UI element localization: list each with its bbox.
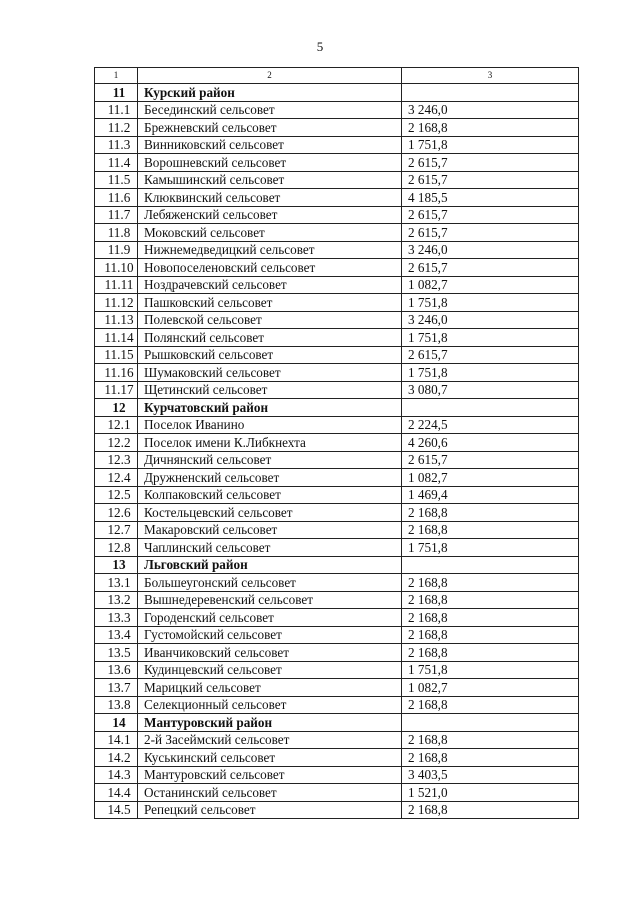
row-value: 2 615,7 bbox=[402, 206, 579, 224]
row-number: 12.4 bbox=[95, 469, 138, 487]
row-number: 11.13 bbox=[95, 311, 138, 329]
table-row bbox=[95, 171, 579, 189]
municipality-name: Нижнемедведицкий сельсовет bbox=[138, 241, 402, 259]
row-number: 11.15 bbox=[95, 346, 138, 364]
row-number: 14.1 bbox=[95, 731, 138, 749]
section-title: Льговский район bbox=[138, 556, 402, 574]
row-number: 13.1 bbox=[95, 574, 138, 592]
municipality-name: Густомойский сельсовет bbox=[138, 626, 402, 644]
table-row bbox=[95, 469, 579, 487]
table-row bbox=[95, 364, 579, 382]
row-value: 2 168,8 bbox=[402, 574, 579, 592]
row-number: 11.11 bbox=[95, 276, 138, 294]
row-number: 12.6 bbox=[95, 504, 138, 522]
table-row bbox=[95, 539, 579, 557]
row-value: 2 168,8 bbox=[402, 644, 579, 662]
row-number: 12.1 bbox=[95, 416, 138, 434]
table-row bbox=[95, 644, 579, 662]
table-row bbox=[95, 346, 579, 364]
section-row bbox=[95, 399, 579, 417]
municipality-name: Иванчиковский сельсовет bbox=[138, 644, 402, 662]
municipality-name: Большеугонский сельсовет bbox=[138, 574, 402, 592]
row-value: 2 615,7 bbox=[402, 259, 579, 277]
row-value: 2 168,8 bbox=[402, 609, 579, 627]
page-number: 5 bbox=[316, 39, 324, 54]
municipality-name: Репецкий сельсовет bbox=[138, 801, 402, 819]
row-value: 4 260,6 bbox=[402, 434, 579, 452]
row-value: 3 080,7 bbox=[402, 381, 579, 399]
row-number: 13.6 bbox=[95, 661, 138, 679]
municipality-name: Городенский сельсовет bbox=[138, 609, 402, 627]
table-row bbox=[95, 626, 579, 644]
table-row bbox=[95, 259, 579, 277]
row-value: 2 168,8 bbox=[402, 591, 579, 609]
row-number: 12.7 bbox=[95, 521, 138, 539]
row-number: 11.6 bbox=[95, 189, 138, 207]
municipality-name: Марицкий сельсовет bbox=[138, 679, 402, 697]
row-number: 11.7 bbox=[95, 206, 138, 224]
municipality-name: Винниковский сельсовет bbox=[138, 136, 402, 154]
municipality-name: Щетинский сельсовет bbox=[138, 381, 402, 399]
municipality-name: Вышнедеревенский сельсовет bbox=[138, 591, 402, 609]
municipality-name: Дичнянский сельсовет bbox=[138, 451, 402, 469]
row-value: 2 615,7 bbox=[402, 154, 579, 172]
municipality-name: Лебяженский сельсовет bbox=[138, 206, 402, 224]
table-row bbox=[95, 591, 579, 609]
table-row bbox=[95, 801, 579, 819]
row-value: 4 185,5 bbox=[402, 189, 579, 207]
column-header-3: 3 bbox=[402, 68, 579, 84]
row-number: 13.4 bbox=[95, 626, 138, 644]
municipality-name: Поселок Иванино bbox=[138, 416, 402, 434]
row-value: 3 246,0 bbox=[402, 241, 579, 259]
row-number: 12.2 bbox=[95, 434, 138, 452]
row-number: 11.8 bbox=[95, 224, 138, 242]
row-number: 14.4 bbox=[95, 784, 138, 802]
section-value-cell bbox=[402, 399, 579, 417]
row-value: 1 469,4 bbox=[402, 486, 579, 504]
municipality-name: 2-й Засеймский сельсовет bbox=[138, 731, 402, 749]
table-row bbox=[95, 434, 579, 452]
table-row bbox=[95, 731, 579, 749]
table-row bbox=[95, 101, 579, 119]
municipality-name: Мантуровский сельсовет bbox=[138, 766, 402, 784]
row-value: 1 082,7 bbox=[402, 469, 579, 487]
municipality-name: Брежневский сельсовет bbox=[138, 119, 402, 137]
row-number: 11.12 bbox=[95, 294, 138, 312]
municipality-name: Новопоселеновский сельсовет bbox=[138, 259, 402, 277]
table-row bbox=[95, 206, 579, 224]
row-number: 13.8 bbox=[95, 696, 138, 714]
section-title: Курчатовский район bbox=[138, 399, 402, 417]
municipality-name: Камышинский сельсовет bbox=[138, 171, 402, 189]
municipality-name: Останинский сельсовет bbox=[138, 784, 402, 802]
allocation-table bbox=[94, 67, 579, 819]
table-row bbox=[95, 486, 579, 504]
row-value: 2 168,8 bbox=[402, 749, 579, 767]
municipality-name: Кудинцевский сельсовет bbox=[138, 661, 402, 679]
row-number: 11.4 bbox=[95, 154, 138, 172]
row-number: 11.2 bbox=[95, 119, 138, 137]
municipality-name: Клюквинский сельсовет bbox=[138, 189, 402, 207]
table-row bbox=[95, 416, 579, 434]
row-value: 1 751,8 bbox=[402, 329, 579, 347]
municipality-name: Моковский сельсовет bbox=[138, 224, 402, 242]
row-value: 2 168,8 bbox=[402, 504, 579, 522]
municipality-name: Костельцевский сельсовет bbox=[138, 504, 402, 522]
row-number: 14.2 bbox=[95, 749, 138, 767]
row-number: 13.3 bbox=[95, 609, 138, 627]
row-number: 13.7 bbox=[95, 679, 138, 697]
municipality-name: Шумаковский сельсовет bbox=[138, 364, 402, 382]
row-value: 1 751,8 bbox=[402, 364, 579, 382]
section-title: Курский район bbox=[138, 84, 402, 102]
row-number: 11.17 bbox=[95, 381, 138, 399]
column-header-1: 1 bbox=[95, 68, 138, 84]
section-row bbox=[95, 84, 579, 102]
table-row bbox=[95, 294, 579, 312]
section-value-cell bbox=[402, 84, 579, 102]
row-value: 2 168,8 bbox=[402, 801, 579, 819]
table-row bbox=[95, 381, 579, 399]
row-number: 13.2 bbox=[95, 591, 138, 609]
municipality-name: Колпаковский сельсовет bbox=[138, 486, 402, 504]
row-value: 3 246,0 bbox=[402, 311, 579, 329]
municipality-name: Куськинский сельсовет bbox=[138, 749, 402, 767]
table-row bbox=[95, 241, 579, 259]
table-row bbox=[95, 119, 579, 137]
row-value: 2 615,7 bbox=[402, 224, 579, 242]
row-value: 1 082,7 bbox=[402, 276, 579, 294]
row-number: 12.5 bbox=[95, 486, 138, 504]
municipality-name: Ноздрачевский сельсовет bbox=[138, 276, 402, 294]
table-body bbox=[95, 68, 579, 819]
row-number: 11.1 bbox=[95, 101, 138, 119]
row-value: 3 403,5 bbox=[402, 766, 579, 784]
row-value: 2 224,5 bbox=[402, 416, 579, 434]
column-header-2: 2 bbox=[138, 68, 402, 84]
column-number-row bbox=[95, 68, 579, 84]
row-number: 12.8 bbox=[95, 539, 138, 557]
table-row bbox=[95, 574, 579, 592]
section-number: 13 bbox=[95, 556, 138, 574]
table-row bbox=[95, 329, 579, 347]
table-row bbox=[95, 521, 579, 539]
table-row bbox=[95, 749, 579, 767]
row-value: 1 521,0 bbox=[402, 784, 579, 802]
municipality-name: Селекционный сельсовет bbox=[138, 696, 402, 714]
row-value: 1 751,8 bbox=[402, 294, 579, 312]
table-row bbox=[95, 154, 579, 172]
table-row bbox=[95, 224, 579, 242]
row-value: 3 246,0 bbox=[402, 101, 579, 119]
row-number: 13.5 bbox=[95, 644, 138, 662]
table-row bbox=[95, 609, 579, 627]
row-value: 1 751,8 bbox=[402, 539, 579, 557]
table-row bbox=[95, 189, 579, 207]
table-row bbox=[95, 311, 579, 329]
row-value: 1 751,8 bbox=[402, 136, 579, 154]
table-row bbox=[95, 679, 579, 697]
municipality-name: Чаплинский сельсовет bbox=[138, 539, 402, 557]
section-number: 14 bbox=[95, 714, 138, 732]
section-number: 11 bbox=[95, 84, 138, 102]
table-row bbox=[95, 136, 579, 154]
row-number: 11.9 bbox=[95, 241, 138, 259]
row-value: 2 168,8 bbox=[402, 731, 579, 749]
row-number: 11.5 bbox=[95, 171, 138, 189]
row-number: 11.3 bbox=[95, 136, 138, 154]
municipality-name: Пашковский сельсовет bbox=[138, 294, 402, 312]
table-row bbox=[95, 766, 579, 784]
row-value: 2 615,7 bbox=[402, 346, 579, 364]
row-value: 2 168,8 bbox=[402, 626, 579, 644]
section-title: Мантуровский район bbox=[138, 714, 402, 732]
row-number: 11.10 bbox=[95, 259, 138, 277]
table-row bbox=[95, 784, 579, 802]
row-number: 11.16 bbox=[95, 364, 138, 382]
table-row bbox=[95, 451, 579, 469]
row-value: 2 615,7 bbox=[402, 451, 579, 469]
table-row bbox=[95, 504, 579, 522]
row-value: 2 168,8 bbox=[402, 696, 579, 714]
municipality-name: Дружненский сельсовет bbox=[138, 469, 402, 487]
row-number: 14.3 bbox=[95, 766, 138, 784]
section-row bbox=[95, 714, 579, 732]
municipality-name: Макаровский сельсовет bbox=[138, 521, 402, 539]
section-row bbox=[95, 556, 579, 574]
municipality-name: Поселок имени К.Либкнехта bbox=[138, 434, 402, 452]
row-value: 1 082,7 bbox=[402, 679, 579, 697]
municipality-name: Ворошневский сельсовет bbox=[138, 154, 402, 172]
section-value-cell bbox=[402, 556, 579, 574]
municipality-name: Полянский сельсовет bbox=[138, 329, 402, 347]
table-row bbox=[95, 661, 579, 679]
section-number: 12 bbox=[95, 399, 138, 417]
table-row bbox=[95, 696, 579, 714]
municipality-name: Рышковский сельсовет bbox=[138, 346, 402, 364]
row-number: 12.3 bbox=[95, 451, 138, 469]
municipality-name: Полевской сельсовет bbox=[138, 311, 402, 329]
row-number: 14.5 bbox=[95, 801, 138, 819]
row-value: 1 751,8 bbox=[402, 661, 579, 679]
municipality-name: Бесединский сельсовет bbox=[138, 101, 402, 119]
table-row bbox=[95, 276, 579, 294]
row-value: 2 615,7 bbox=[402, 171, 579, 189]
section-value-cell bbox=[402, 714, 579, 732]
row-value: 2 168,8 bbox=[402, 119, 579, 137]
row-value: 2 168,8 bbox=[402, 521, 579, 539]
row-number: 11.14 bbox=[95, 329, 138, 347]
